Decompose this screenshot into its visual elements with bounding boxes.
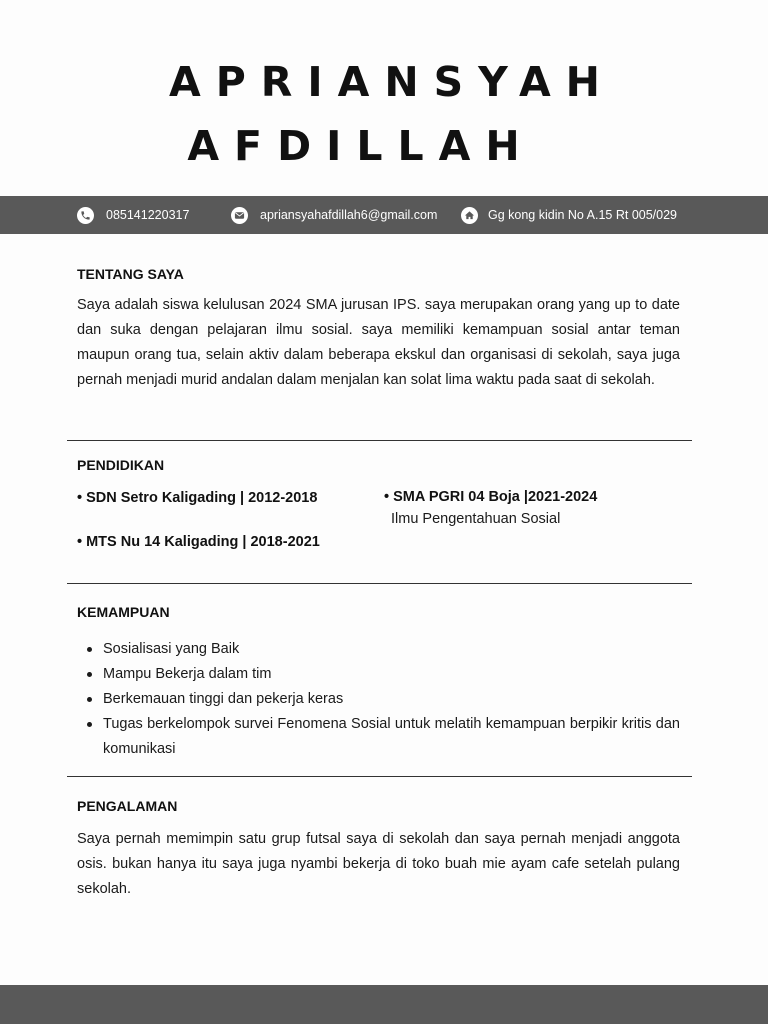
divider-3 — [67, 776, 692, 777]
skills-title: KEMAMPUAN — [77, 604, 170, 620]
experience-title: PENGALAMAN — [77, 798, 178, 814]
divider-1 — [67, 440, 692, 441]
skill-item — [77, 662, 680, 687]
skills-list — [77, 637, 680, 762]
about-title: TENTANG SAYA — [77, 266, 184, 282]
contact-phone — [77, 196, 189, 234]
contact-bar — [0, 196, 768, 234]
footer-bar — [0, 985, 768, 1024]
education-title: PENDIDIKAN — [77, 457, 165, 473]
skill-item — [77, 637, 680, 662]
education-item-mts: • MTS Nu 14 Kaligading | 2018-2021 — [77, 534, 320, 550]
home-icon — [461, 207, 478, 224]
contact-address — [461, 196, 677, 234]
email-text: apriansyahafdillah6@gmail.com — [260, 208, 438, 222]
bullet-icon — [87, 697, 92, 702]
bullet-icon — [87, 722, 92, 727]
divider-2 — [67, 583, 692, 584]
phone-text: 085141220317 — [106, 208, 190, 222]
skill-text: Mampu Bekerja dalam tim — [103, 666, 272, 682]
experience-text: Saya pernah memimpin satu grup futsal saya di sekolah dan saya pernah menjadi anggota osis. bukan hanya itu saya juga nyambi bekerja di toko buah mie ayam cafe setelah pulang sekolah. — [77, 831, 680, 897]
skill-text: Tugas berkelompok survei Fenomena Sosial untuk melatih kemampuan berpikir kritis dan komunikasi — [103, 716, 680, 757]
skill-text: Berkemauan tinggi dan pekerja keras — [103, 691, 344, 707]
contact-email — [231, 196, 437, 234]
name-first: APRIANSYAH — [169, 58, 615, 106]
email-icon — [231, 207, 248, 224]
address-text: Gg kong kidin No A.15 Rt 005/029 — [488, 208, 678, 222]
education-item-sma: • SMA PGRI 04 Boja |2021-2024 — [384, 489, 598, 505]
education-item-sd: • SDN Setro Kaligading | 2012-2018 — [77, 490, 318, 506]
phone-icon — [77, 207, 94, 224]
bullet-icon — [87, 647, 92, 652]
skill-item — [77, 712, 680, 762]
about-text: Saya adalah siswa kelulusan 2024 SMA jurusan IPS. saya merupakan orang yang up to date dan suka dengan pelajaran ilmu sosial. saya memiliki kemampuan sosial antar teman maupun orang tua, selain aktiv dalam beberapa ekskul dan organisasi di sekolah, saya juga pernah menjadi murid andalan dalam menjalan kan solat lima waktu pada saat di sekolah. — [77, 297, 680, 388]
skill-item — [77, 687, 680, 712]
skill-text: Sosialisasi yang Baik — [103, 641, 240, 657]
education-item-sma-major: Ilmu Pengentahuan Sosial — [391, 511, 561, 527]
name-last: AFDILLAH — [187, 122, 535, 170]
bullet-icon — [87, 672, 92, 677]
